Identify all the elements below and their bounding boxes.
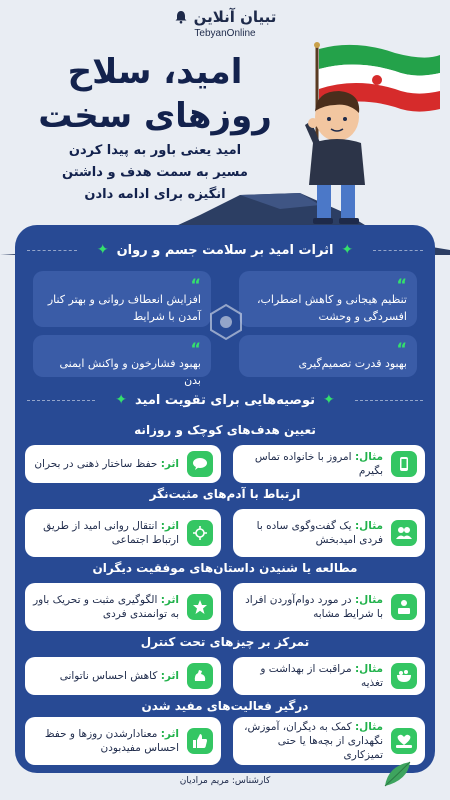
rec-group-title: تمرکز بر چیزهای تحت کنترل	[140, 635, 310, 649]
sparkle-icon: ✦	[96, 242, 109, 258]
subtitle-line: امید یعنی باور به پیدا کردن	[68, 143, 242, 158]
example-text: در مورد دوام‌آوردن افراد با شرایط مشابه	[245, 594, 383, 620]
rec-group-title: تعیین هدف‌های کوچک و روزانه	[134, 423, 316, 437]
author-credit: کارشناس: مریم مرادیان	[179, 776, 271, 786]
effect-card	[33, 335, 211, 387]
growth-icon	[187, 520, 213, 546]
rec-effect-card	[25, 583, 221, 631]
muscle-icon	[187, 663, 213, 689]
effect-card	[239, 271, 417, 327]
quote-icon: “	[190, 339, 201, 358]
brand-name: تبیان آنلاین	[193, 8, 277, 26]
recs-heading-text: توصیه‌هایی برای تقویت امید	[135, 392, 315, 408]
sparkle-icon: ✦	[341, 242, 354, 258]
effect-label: اثر:	[160, 458, 179, 470]
example-text: مراقبت از بهداشت و تغذیه	[260, 663, 383, 689]
watermark-logo	[206, 302, 246, 342]
reader-icon	[391, 594, 417, 620]
effect-text: بهبود قدرت تصمیم‌گیری	[298, 357, 407, 370]
effect-text: بهبود فشارخون و واکنش ایمنی بدن	[59, 357, 201, 387]
example-label: مثال:	[354, 520, 383, 532]
effect-text: معنادارشدن روزها و حفظ احساس مفیدبودن	[44, 728, 179, 754]
example-label: مثال:	[354, 721, 383, 733]
star-icon	[187, 594, 213, 620]
effect-card	[239, 335, 417, 377]
effects-heading	[15, 239, 435, 261]
divider	[355, 400, 423, 401]
effect-text: کاهش احساس ناتوانی	[59, 670, 158, 682]
food-icon	[391, 663, 417, 689]
phone-icon	[391, 451, 417, 477]
helping-hands-icon	[391, 728, 417, 754]
effect-card	[33, 271, 211, 327]
quote-icon: “	[396, 339, 407, 358]
effects-heading-text: اثرات امید بر سلامت جسم و روان	[116, 242, 334, 258]
effect-text: افزایش انعطاف روانی و بهتر کنار آمدن با شرایط	[47, 293, 201, 323]
rec-effect-card	[25, 717, 221, 765]
rec-example-card	[233, 445, 425, 483]
quote-icon: “	[396, 275, 407, 294]
effect-text: تنظیم هیجانی و کاهش اضطراب، افسردگی و وحشت	[256, 293, 407, 323]
boy-with-flag-illustration	[265, 25, 450, 240]
rec-example-card	[233, 583, 425, 631]
brand-name-en: TebyanOnline	[194, 28, 256, 39]
group-icon	[391, 520, 417, 546]
rec-example-card	[233, 657, 425, 695]
rec-group-title: مطالعه یا شنیدن داستان‌های موفقیت دیگران	[92, 561, 358, 575]
divider	[27, 400, 95, 401]
effect-label: اثر:	[160, 670, 179, 682]
sparkle-icon: ✦	[322, 392, 335, 408]
recs-heading	[15, 389, 435, 411]
title-line-1: امید، سلاح	[67, 52, 243, 92]
effect-label: اثر:	[160, 520, 179, 532]
sparkle-icon: ✦	[115, 392, 127, 408]
leaf-decoration	[380, 758, 420, 788]
example-text: کمک به دیگران، آموزش، نگهداری از بچه‌ها یا حتی تمیزکاری	[244, 721, 383, 761]
example-text: امروز با خانواده تماس بگیرم	[254, 451, 383, 477]
rec-group-title: ارتباط با آدم‌های مثبت‌نگر	[149, 487, 301, 501]
thumbs-up-icon	[187, 728, 213, 754]
example-label: مثال:	[354, 594, 383, 606]
divider	[373, 250, 423, 251]
page-title	[30, 50, 280, 138]
rec-effect-card	[25, 445, 221, 483]
rec-example-card	[233, 509, 425, 557]
subtitle-line: انگیزه برای ادامه دادن	[84, 187, 226, 202]
example-label: مثال:	[354, 663, 383, 675]
quote-icon: “	[190, 275, 201, 294]
rec-effect-card	[25, 509, 221, 557]
bell-icon	[174, 10, 188, 24]
example-label: مثال:	[354, 451, 383, 463]
rec-effect-card	[25, 657, 221, 695]
effect-label: اثر:	[160, 728, 179, 740]
divider	[27, 250, 77, 251]
title-line-2: روزهای سخت	[38, 96, 272, 136]
chat-icon	[187, 451, 213, 477]
effect-label: اثر:	[160, 594, 179, 606]
effect-text: الگوگیری مثبت و تحریک باور به توانمندی فردی	[33, 594, 179, 620]
effect-text: انتقال روانی امید از طریق ارتباط اجتماعی	[43, 520, 179, 546]
rec-group-title: درگیر فعالیت‌های مفید شدن	[141, 699, 309, 713]
subtitle-line: مسیر به سمت هدف و داشتن	[62, 165, 248, 180]
effect-text: حفظ ساختار ذهنی در بحران	[34, 458, 158, 470]
example-text: یک گفت‌وگوی ساده با فردی امیدبخش	[256, 520, 383, 546]
